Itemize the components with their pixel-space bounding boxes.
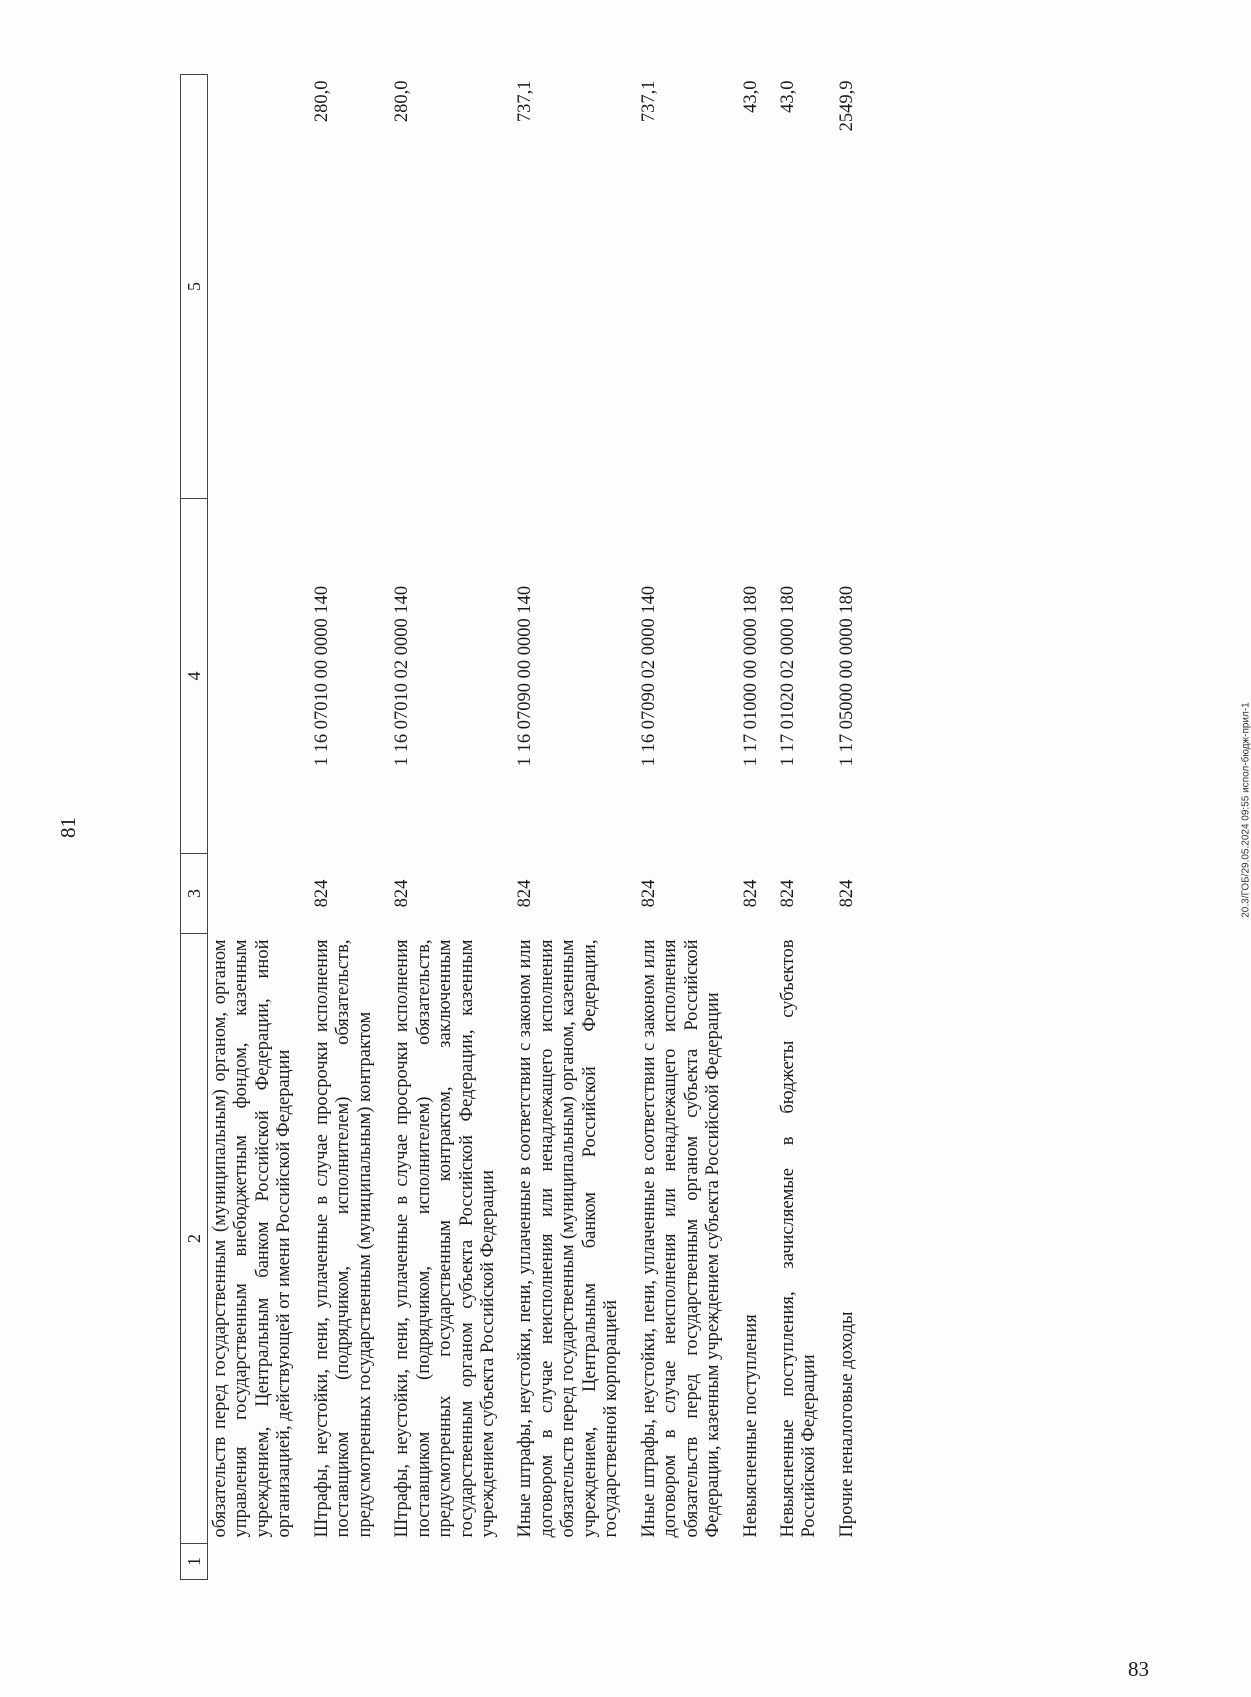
- outer-page-number: 83: [1128, 1657, 1149, 1681]
- header-cell: 2: [181, 934, 208, 1544]
- classification-code-cell: 1 16 07010 02 0000 140: [392, 585, 413, 767]
- row-number-cell: [515, 1544, 638, 1580]
- header-cell: 4: [181, 499, 208, 854]
- description-cell: Иные штрафы, неустойки, пени, уплаченные в соответствии с законом или договором в случае неисполнения или ненадлежащего исполнения обязательств перед государственным (муниципальным) органом, казенным учреждением, Центральным банком Российской Федерации, государственной корпорацией: [515, 939, 622, 1538]
- classification-code-cell: 1 17 01000 00 0000 180: [740, 585, 761, 767]
- amount-cell: 737,1: [515, 80, 536, 123]
- admin-code-cell: 824: [392, 879, 413, 908]
- admin-code-cell: 824: [638, 879, 659, 908]
- classification-code-cell: 1 16 07090 02 0000 140: [638, 585, 659, 767]
- row-number-cell: [208, 1544, 312, 1580]
- admin-code-cell: 824: [836, 879, 857, 908]
- amount-cell: 280,0: [311, 80, 332, 123]
- amount-cell: [208, 75, 312, 499]
- description-cell: Невыясненные поступления, зачисляемые в бюджеты субъектов Российской Федерации: [777, 939, 820, 1538]
- table-row: [837, 75, 874, 1580]
- table-row: [208, 75, 312, 1580]
- budget-table: [180, 74, 874, 1580]
- admin-code-cell: 824: [777, 879, 798, 908]
- admin-code-cell: 824: [311, 879, 332, 908]
- header-cell: 3: [181, 854, 208, 934]
- admin-code-cell: 824: [515, 879, 536, 908]
- row-number-cell: [392, 1544, 515, 1580]
- classification-code-cell: 1 16 07090 00 0000 140: [515, 585, 536, 767]
- table-row: [741, 75, 778, 1580]
- table-row: [392, 75, 515, 1580]
- amount-cell: 43,0: [740, 80, 761, 113]
- page-number: 81: [56, 817, 80, 838]
- row-number-cell: [639, 1544, 741, 1580]
- admin-code-cell: [208, 854, 312, 934]
- amount-cell: 2549,9: [836, 80, 857, 132]
- description-cell: обязательств перед государственным (муниципальным) органом, органом управления государственным внебюджетным фондом, казенным учреждением, Центральным банком Российской Федерации, иной организацией, действующей от имени Российской Федерации: [210, 939, 295, 1538]
- table-header-row: [181, 75, 208, 1580]
- row-number-cell: [837, 1544, 874, 1580]
- admin-code-cell: 824: [740, 879, 761, 908]
- table-row: [778, 75, 837, 1580]
- row-number-cell: [778, 1544, 837, 1580]
- description-cell: Штрафы, неустойки, пени, уплаченные в случае просрочки исполнения поставщиком (подрядчиком, исполнителем) обязательств, предусмотренных государственным контрактом, заключенным государственным органом субъекта Российской Федерации, казенным учреждением субъекта Российской Федерации: [392, 939, 498, 1538]
- description-cell: Иные штрафы, неустойки, пени, уплаченные в соответствии с законом или договором в случае неисполнения или ненадлежащего исполнения обязательств перед государственным органом субъекта Российской Федерации, казенным учреждением субъекта Российской Федерации: [638, 939, 724, 1538]
- header-cell: 1: [181, 1544, 208, 1580]
- amount-cell: 43,0: [777, 80, 798, 113]
- row-number-cell: [312, 1544, 392, 1580]
- description-cell: Невыясненные поступления: [740, 1314, 761, 1538]
- classification-code-cell: 1 16 07010 00 0000 140: [311, 585, 332, 767]
- description-cell: Прочие неналоговые доходы: [836, 1311, 857, 1538]
- row-number-cell: [741, 1544, 778, 1580]
- classification-code-cell: 1 17 01020 02 0000 180: [777, 585, 798, 767]
- description-cell: Штрафы, неустойки, пени, уплаченные в случае просрочки исполнения поставщиком (подрядчиком, исполнителем) обязательств, предусмотренных государственным (муниципальным) контрактом: [311, 939, 375, 1538]
- document-footer-code: 20.3/ГОБ/29.05.2024 09:55 испол-бюдж-прил-1: [1240, 702, 1251, 918]
- classification-code-cell: 1 17 05000 00 0000 180: [836, 585, 857, 767]
- amount-cell: 737,1: [638, 80, 659, 123]
- rotated-table-container: [180, 75, 1210, 1580]
- classification-code-cell: [208, 499, 312, 854]
- header-cell: 5: [181, 75, 208, 499]
- amount-cell: 280,0: [392, 80, 413, 123]
- table-row: [639, 75, 741, 1580]
- table-row: [515, 75, 638, 1580]
- table-row: [312, 75, 392, 1580]
